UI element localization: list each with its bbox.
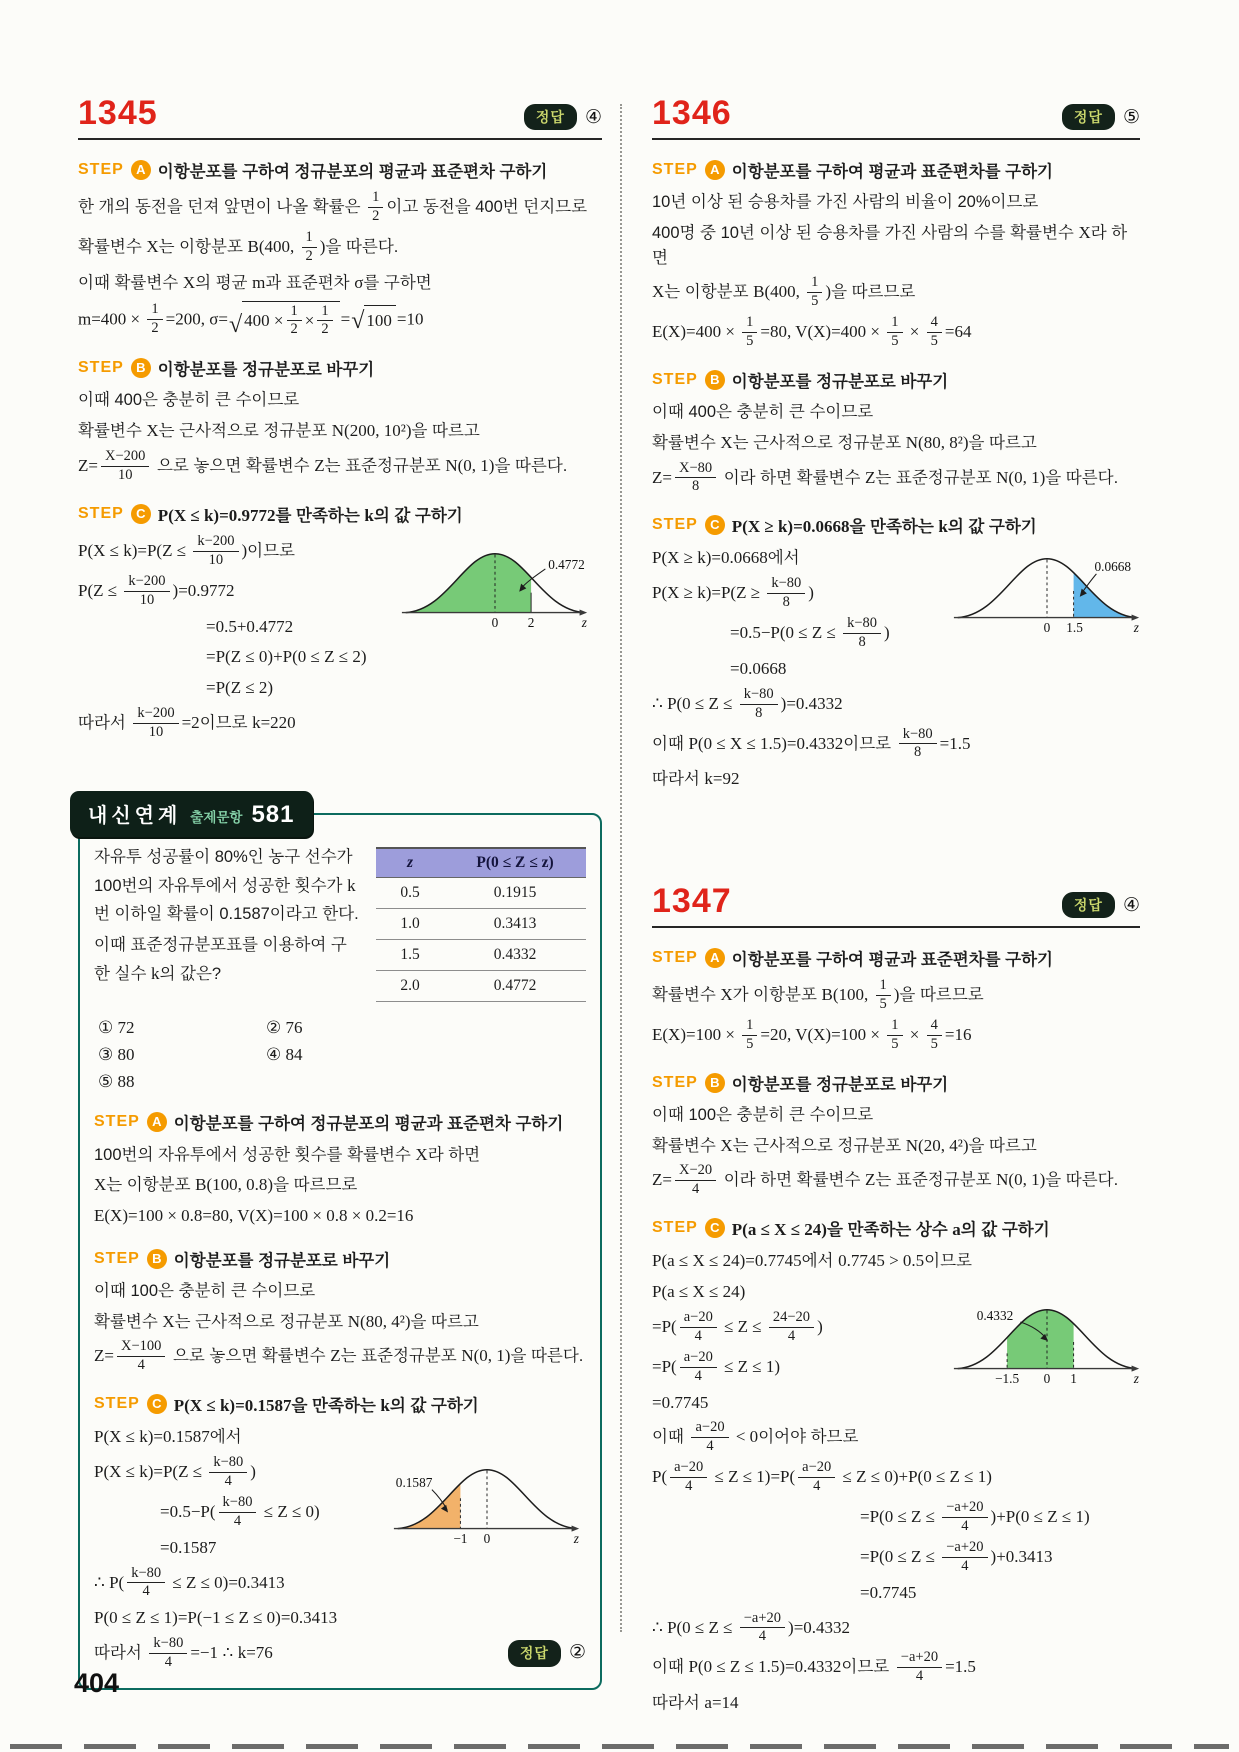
table-cell: 0.5 [376,877,444,908]
math-line: 400명 중 10년 이상 된 승용차를 가진 사람의 수를 확률변수 X라 하면 [652,222,1128,267]
math-line: P(X ≤ k)=P(Z ≤ $\frac{k-200}{10}$ )이므로 [78,532,295,568]
step-label: STEP [94,1395,140,1413]
question-paragraph: 이때 표준정규분포표를 이용하여 구한 실수 k의 값은? [94,935,347,984]
table-cell: 0.3413 [444,908,586,939]
math-line: ∴ P(0 ≤ Z ≤ $\frac{-a+20}{4}$ )=0.4332 [652,1609,851,1645]
normal-curve-graph [952,543,1142,639]
problem-header [652,884,1140,928]
table-header: P(0 ≤ Z ≤ z) [444,848,586,878]
step-label: STEP [78,161,124,178]
math-line: 이때 확률변수 X의 평균 m과 표준편차 σ를 구하면 [78,272,432,292]
step-letter-icon: A [131,160,151,180]
step-heading [652,158,1140,182]
problem-1346 [652,96,1140,792]
step-label: STEP [652,1219,698,1237]
right-column [652,96,1140,1721]
axis-label: z [1133,1371,1139,1387]
step-heading [94,1392,586,1416]
math-line: P( $\frac{a-20}{4}$ ≤ Z ≤ 1)=P( $\frac{a-20}{4}$ ≤ Z ≤ 0)+P(0 ≤ Z ≤ 1) [652,1459,992,1495]
step-a [652,946,1140,1053]
math-line: E(X)=100 × $\frac{1}{5}$ =20, V(X)=100 × $\frac{1}{5}$ × $\frac{4}{5}$ =16 [652,1017,972,1052]
math-line: P(X ≤ k)=0.1587에서 [94,1427,242,1447]
math-line: =P(Z ≤ 2) [206,678,274,697]
step-letter-icon: A [705,948,725,968]
answer-choice: ④ [1122,894,1140,916]
graph-581 [392,1454,582,1555]
step-c [94,1392,586,1671]
left-column [78,96,602,1690]
area-value-label: 0.0668 [1094,559,1132,575]
conclusion-line [94,1636,586,1671]
math-line: 따라서 k=92 [652,769,740,789]
step-title: P(X ≤ k)=0.1587을 만족하는 k의 값 구하기 [173,1396,479,1416]
math-line: =P( $\frac{a-20}{4}$ ≤ Z ≤ $\frac{24-20}{4}$ ) [652,1308,823,1344]
step-a [94,1110,586,1229]
answer-badge: 정답 [1062,892,1115,918]
problem-1345 [78,96,602,741]
math-line: Z= $\frac{X-80}{8}$ 이라 하면 확률변수 Z는 표준정규분포 N(0, 1)을 따른다. [652,459,1119,495]
math-line: Z= $\frac{X-100}{4}$ 으로 놓으면 확률변수 Z는 표준정규분포 N(0, 1)을 따른다. [94,1338,584,1374]
math-line: =0.7745 [652,1392,709,1412]
graph-1346 [952,543,1142,644]
math-line: 확률변수 X는 근사적으로 정규분포 N(200, 10²)을 따르고 [78,421,480,441]
step-title: 이항분포를 구하여 평균과 표준편차를 구하기 [731,163,1053,181]
step-label: STEP [94,1249,140,1267]
math-line: P(X ≤ k)=P(Z ≤ $\frac{k-80}{4}$ ) [94,1454,256,1489]
step-c [652,1216,1140,1716]
tick-label: 1.5 [1066,620,1083,636]
answer-row [524,104,602,130]
step-letter-icon: A [705,160,725,180]
step-c [78,502,602,741]
table-row [376,970,586,1001]
step-title: 이항분포를 정규분포로 바꾸기 [157,361,375,380]
area-value-label: 0.1587 [395,1475,433,1491]
step-title: 이항분포를 구하여 정규분포의 평균과 표준편차 구하기 [173,1114,564,1133]
step-b [652,368,1140,495]
step-title: 이항분포를 구하여 평균과 표준편차를 구하기 [731,951,1053,970]
step-title: 이항분포를 정규분포로 바꾸기 [731,1075,949,1094]
step-letter-icon: C [147,1394,167,1414]
answer-row [1062,892,1140,918]
math-line: P(a ≤ X ≤ 24)=0.7745에서 0.7745 > 0.5이므로 [652,1251,972,1271]
page-bottom-edge [10,1744,1229,1749]
table-cell: 2.0 [376,970,444,1001]
step-b [94,1247,586,1374]
step-heading [78,356,602,380]
math-line: 확률변수 X는 근사적으로 정규분포 N(80, 4²)을 따르고 [94,1311,479,1331]
step-title: P(X ≥ k)=0.0668을 만족하는 k의 값 구하기 [731,517,1037,537]
step-title: 이항분포를 정규분포로 바꾸기 [173,1251,391,1270]
normal-curve-graph [392,1454,582,1550]
question-text [94,843,362,1002]
math-line: 이때 100은 충분히 큰 수이므로 [652,1105,874,1124]
tick-label: 1 [1070,1371,1077,1387]
math-line: P(X ≥ k)=P(Z ≥ $\frac{k-80}{8}$ ) [652,575,814,611]
table-row [376,877,586,908]
math-line: =0.5−P( $\frac{k-80}{4}$ ≤ Z ≤ 0) [160,1493,320,1529]
step-title: P(a ≤ X ≤ 24)을 만족하는 상수 a의 값 구하기 [731,1220,1050,1240]
step-heading [652,1216,1140,1240]
step-a [78,158,602,338]
question-paragraph: 자유투 성공률이 80%인 농구 선수가 100번의 자유투에서 성공한 횟수가 k번 이하일 확률이 0.1587이라고 한다. [94,847,359,924]
math-line: P(X ≥ k)=0.0668에서 [652,548,800,568]
math-line: 확률변수 X는 근사적으로 정규분포 N(20, 4²)을 따르고 [652,1135,1037,1155]
step-label: STEP [78,504,124,522]
step-letter-icon: C [705,1218,725,1238]
problem-number: 1346 [652,94,732,132]
step-letter-icon: C [131,504,151,524]
problem-header [652,96,1140,140]
normal-curve-graph [400,538,590,634]
graph-1347 [952,1294,1142,1395]
choice-option: ② 76 [266,1017,303,1037]
table-cell: 1.0 [376,908,444,939]
answer-choice: ② [568,1642,586,1664]
math-line: =P(0 ≤ Z ≤ $\frac{-a+20}{4}$ )+P(0 ≤ Z ≤ 1) [860,1499,1090,1534]
step-letter-icon: C [705,515,725,535]
choice-option: ⑤ 88 [98,1071,135,1091]
math-line: X는 이항분포 B(400, $\frac{1}{5}$ )을 따르므로 [652,274,916,310]
math-line: 따라서 $\frac{k-200}{10}$ =2이므로 k=220 [78,704,296,740]
table-cell: 0.4332 [444,939,586,970]
answer-badge: 정답 [508,1640,561,1667]
answer-choice: ④ [584,106,602,128]
tick-label: −1 [453,1531,468,1547]
choice-option: ④ 84 [266,1044,303,1064]
tick-label: −1.5 [995,1371,1020,1387]
tick-label: 0 [491,614,499,630]
step-heading [78,502,602,526]
step-heading [94,1247,586,1271]
step-c [652,513,1140,792]
step-label: STEP [652,371,698,388]
math-line: 10년 이상 된 승용차를 가진 사람의 비율이 20%이므로 [652,193,1039,211]
step-letter-icon: B [131,358,151,378]
table-cell: 1.5 [376,939,444,970]
math-line: 따라서 a=14 [652,1693,739,1713]
standard-normal-table [376,847,586,1002]
math-line: E(X)=400 × $\frac{1}{5}$ =80, V(X)=400 × $\frac{1}{5}$ × $\frac{4}{5}$ =64 [652,314,972,350]
math-line: E(X)=100 × 0.8=80, V(X)=100 × 0.8 × 0.2=16 [94,1206,414,1226]
math-line: =P( $\frac{a-20}{4}$ ≤ Z ≤ 1) [652,1348,781,1384]
step-title: P(X ≤ k)=0.9772를 만족하는 k의 값 구하기 [157,505,463,525]
math-line: =P(0 ≤ Z ≤ $\frac{-a+20}{4}$ )+0.3413 [860,1538,1053,1574]
math-line: P(0 ≤ Z ≤ 1)=P(−1 ≤ Z ≤ 0)=0.3413 [94,1608,338,1628]
step-title: 이항분포를 정규분포로 바꾸기 [731,373,949,391]
math-line: P(a ≤ X ≤ 24) [652,1282,746,1301]
problem-number: 1345 [78,94,158,132]
z-table-wrap [376,847,586,1002]
link-box-label: 내신연계 [88,804,182,827]
step-title: 이항분포를 구하여 정규분포의 평균과 표준편차 구하기 [157,163,548,181]
math-line: =0.1587 [160,1537,217,1557]
page-number: 404 [74,1668,120,1698]
step-heading [652,368,1140,392]
step-a [652,158,1140,350]
step-heading [652,513,1140,537]
math-line: 100번의 자유투에서 성공한 횟수를 확률변수 X라 하면 [94,1144,481,1164]
math-line: =0.5+0.4772 [206,616,294,636]
step-letter-icon: B [147,1249,167,1269]
link-box-number: 581 [251,800,295,828]
step-label: STEP [652,161,698,178]
step-label: STEP [652,1073,698,1091]
math-line: =0.5−P(0 ≤ Z ≤ $\frac{k-80}{8}$ ) [730,615,890,650]
link-box-sublabel: 출제문항 [190,809,243,825]
step-label: STEP [94,1112,140,1130]
step-heading [652,1071,1140,1095]
problem-1347 [652,884,1140,1716]
math-line: 이때 100은 충분히 큰 수이므로 [94,1281,316,1300]
math-line: ∴ P( $\frac{k-80}{4}$ ≤ Z ≤ 0)=0.3413 [94,1564,285,1600]
step-b [78,356,602,483]
answer-badge: 정답 [1062,104,1115,130]
answer-badge: 정답 [524,104,577,130]
axis-label: z [573,1531,579,1547]
tick-label: 0 [1043,620,1051,636]
tick-label: 2 [527,614,535,630]
step-label: STEP [652,516,698,534]
area-value-label: 0.4332 [976,1308,1014,1324]
math-line: Z= $\frac{X-200}{10}$ 으로 놓으면 확률변수 Z는 표준정규분포 N(0, 1)을 따른다. [78,447,568,483]
axis-label: z [581,614,587,630]
math-line: Z= $\frac{X-20}{4}$ 이라 하면 확률변수 Z는 표준정규분포 N(0, 1)을 따른다. [652,1162,1119,1198]
math-line: 확률변수 X는 근사적으로 정규분포 N(80, 8²)을 따르고 [652,432,1037,452]
math-line: 따라서 $\frac{k-80}{4}$ =−1 ∴ k=76 [94,1635,273,1671]
step-label: STEP [652,949,698,967]
choice-option: ③ 80 [98,1044,135,1064]
normal-curve-graph [952,1294,1142,1390]
area-value-label: 0.4772 [548,556,585,572]
math-line: P(Z ≤ $\frac{k-200}{10}$ )=0.9772 [78,572,235,608]
step-heading [78,158,602,182]
math-line: 확률변수 X는 이항분포 B(400, $\frac{1}{2}$ )을 따른다. [78,228,399,264]
step-b [652,1071,1140,1198]
step-letter-icon: B [705,370,725,390]
step-heading [94,1110,586,1134]
step-letter-icon: A [147,1112,167,1132]
math-line: =0.7745 [860,1582,917,1602]
table-cell: 0.1915 [444,877,586,908]
answer-row [1062,104,1140,130]
math-line: 이때 $\frac{a-20}{4}$ < 0이어야 하므로 [652,1419,859,1455]
math-line: X는 이항분포 B(100, 0.8)을 따르므로 [94,1175,358,1195]
answer-choice: ⑤ [1122,106,1140,128]
choice-list [98,1018,586,1092]
math-line: m=400 × $\frac{1}{2}$ =200, σ= √ 400 × $\frac{1}{2}$ × $\frac{1}{2}$ = √ 100 =10 [78,301,424,339]
math-line: 확률변수 X가 이항분포 B(100, $\frac{1}{5}$ )을 따르므로 [652,977,984,1013]
axis-label: z [1133,620,1139,636]
math-line: ∴ P(0 ≤ Z ≤ $\frac{k-80}{8}$ )=0.4332 [652,685,843,721]
math-line: 이때 400은 충분히 큰 수이므로 [652,403,874,421]
math-line: 한 개의 동전을 던져 앞면이 나올 확률은 $\frac{1}{2}$ 이고 동전을 400번 던지므로 [78,189,588,224]
step-heading [652,946,1140,970]
table-header: z [376,848,444,878]
step-label: STEP [78,359,124,377]
answer-row [508,1639,586,1668]
math-line: =P(Z ≤ 0)+P(0 ≤ Z ≤ 2) [206,647,367,667]
tick-label: 0 [1043,1371,1051,1387]
table-cell: 0.4772 [444,970,586,1001]
tick-label: 0 [483,1531,491,1547]
math-line: 이때 P(0 ≤ Z ≤ 1.5)=0.4332이므로 $\frac{-a+20}{4}$ =1.5 [652,1649,976,1685]
math-line: 이때 400은 충분히 큰 수이므로 [78,391,300,410]
choice-option: ① 72 [98,1017,135,1037]
math-line: =0.0668 [730,658,787,678]
question-block [94,843,586,1002]
column-divider [620,104,622,1632]
step-letter-icon: B [705,1073,725,1093]
graph-1345 [400,538,590,639]
table-row [376,908,586,939]
math-line: 이때 P(0 ≤ X ≤ 1.5)=0.4332이므로 $\frac{k-80}{8}$ =1.5 [652,725,971,761]
problem-header [78,96,602,140]
table-row [376,939,586,970]
problem-number: 1347 [652,882,732,921]
link-box-header [70,791,313,837]
school-link-box-581 [78,800,602,1690]
